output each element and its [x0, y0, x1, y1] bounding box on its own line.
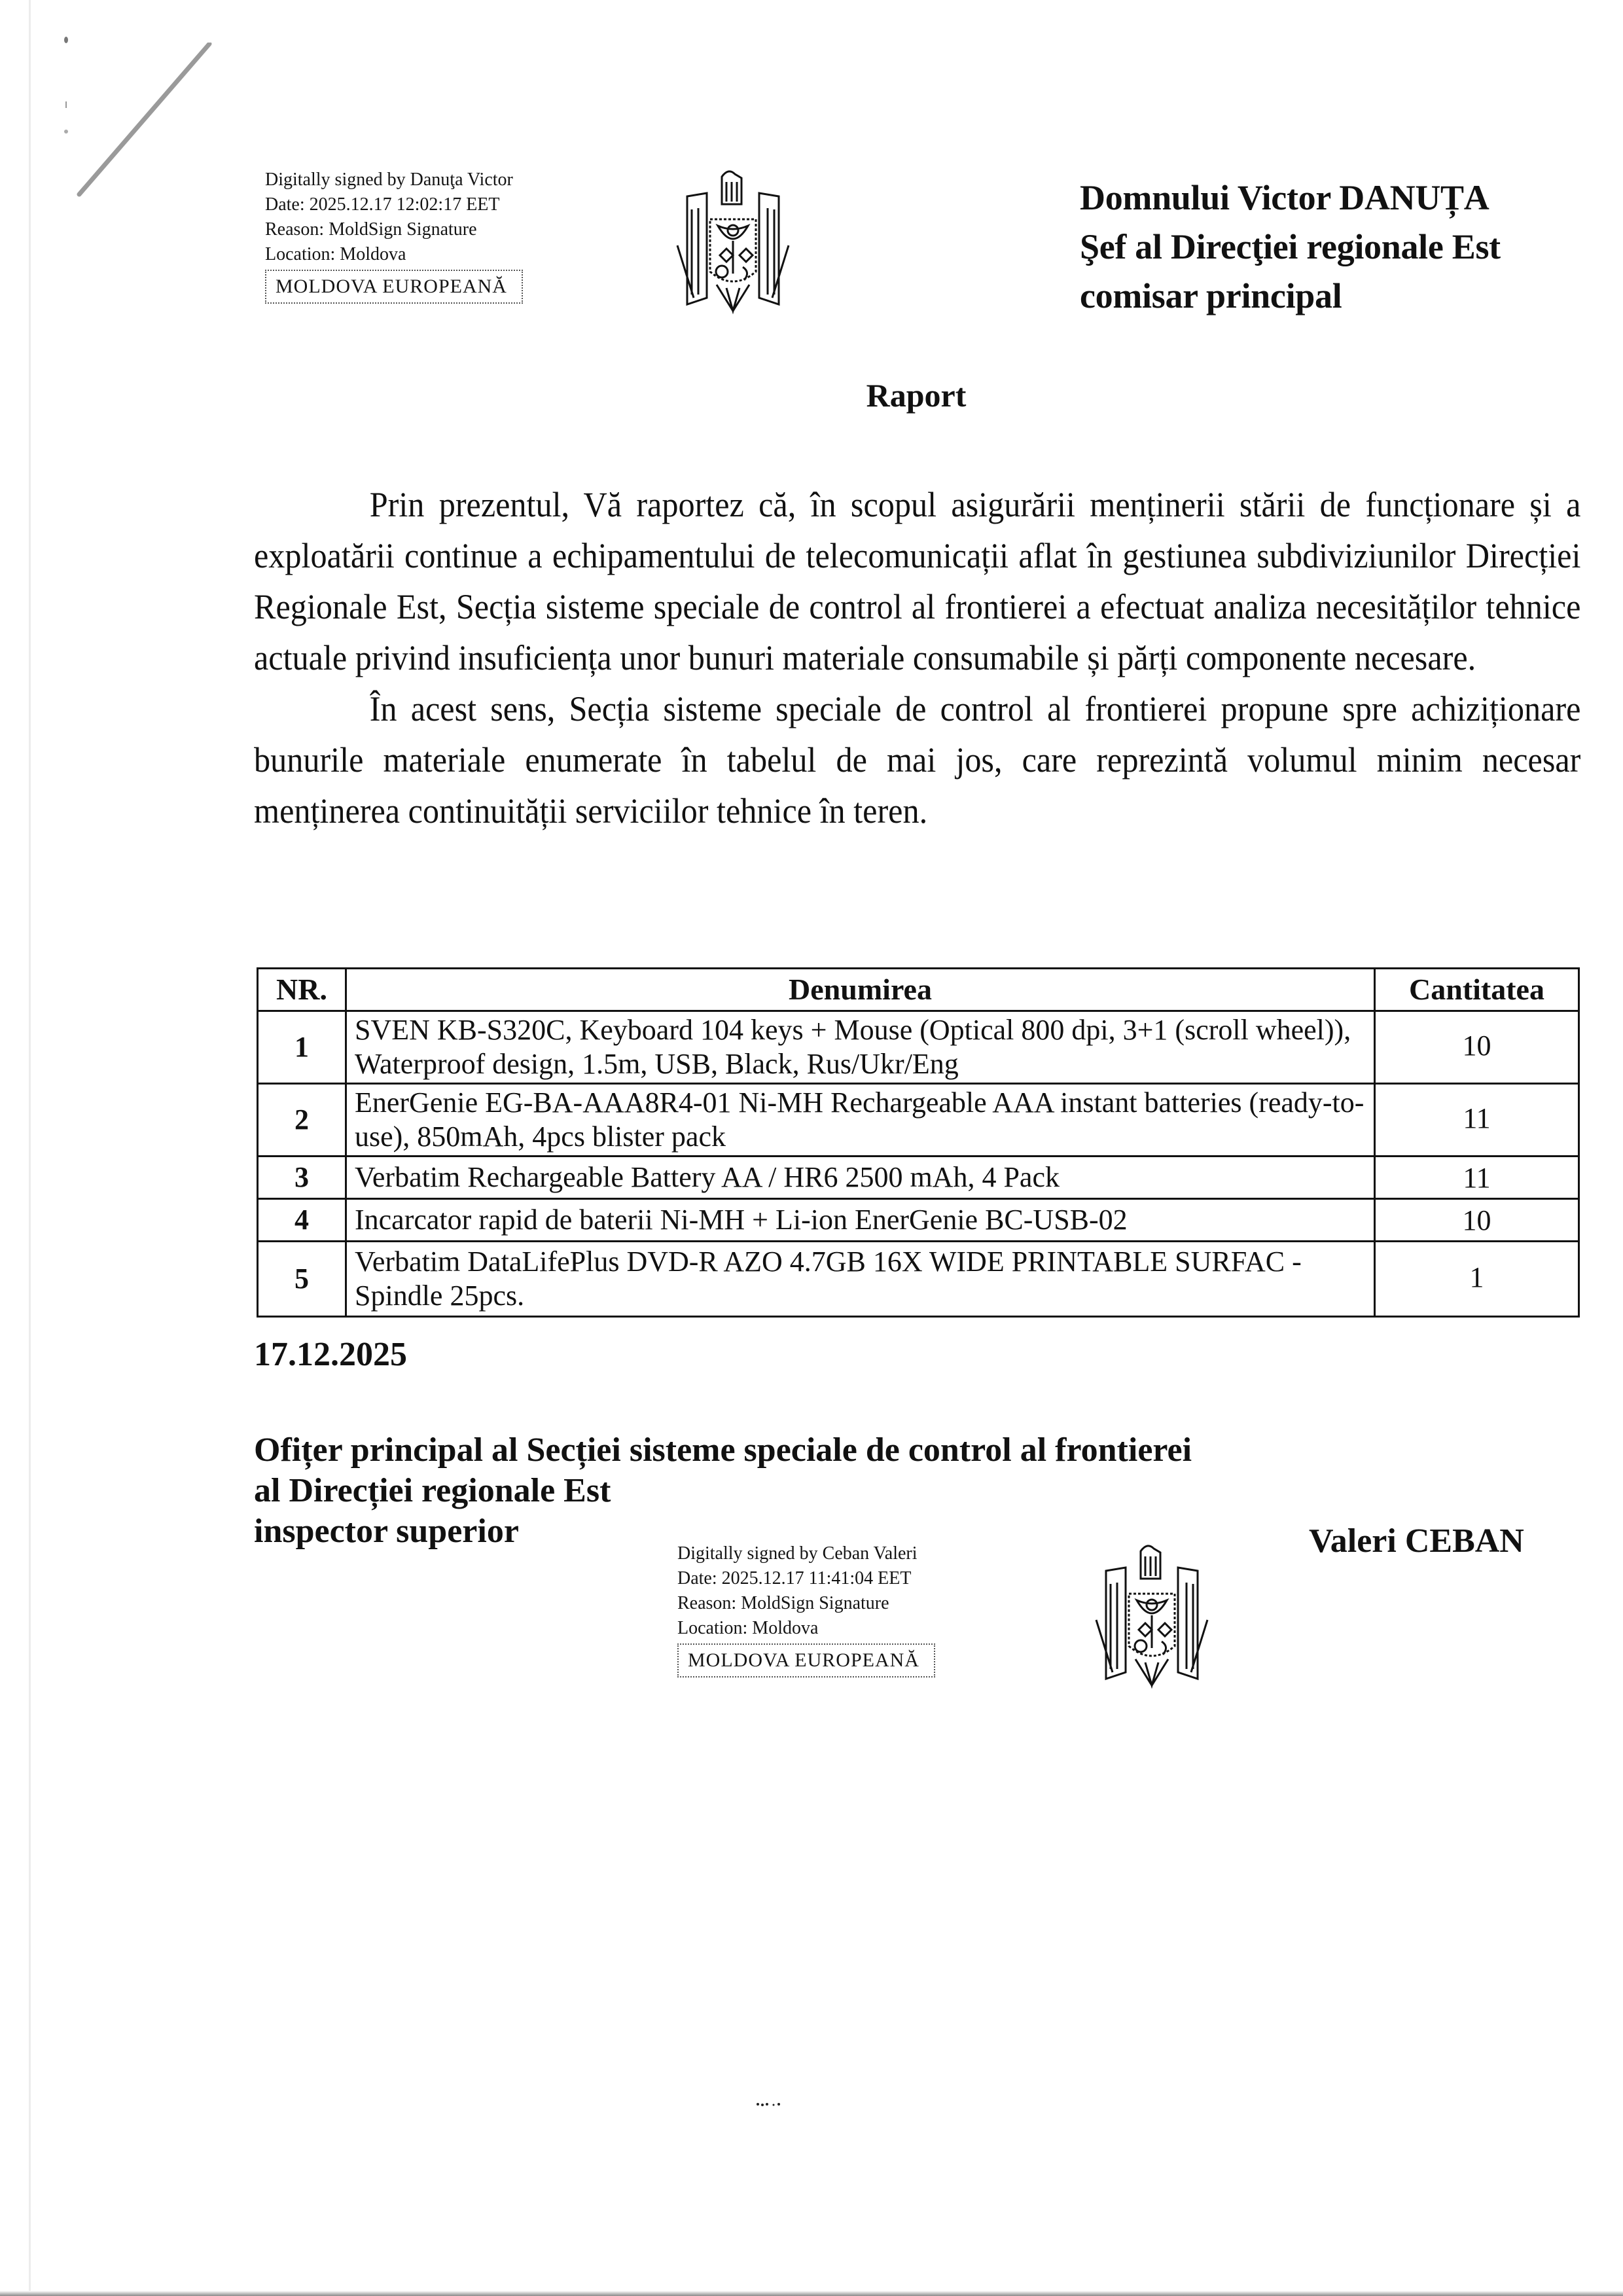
signature-date: Date: 2025.12.17 11:41:04 EET	[677, 1568, 912, 1588]
moldova-coat-of-arms-icon	[1083, 1532, 1221, 1689]
addressee-name: Domnului Victor DANUȚA	[1080, 178, 1489, 217]
moldova-coat-of-arms-icon	[664, 157, 802, 314]
signer-name: Valeri CEBAN	[1309, 1522, 1524, 1560]
row-name: Verbatim Rechargeable Battery AA / HR6 2500 mAh, 4 Pack	[346, 1157, 1375, 1199]
row-name: SVEN KB-S320C, Keyboard 104 keys + Mouse (Optical 800 dpi, 3+1 (scroll wheel)), Waterproof design, 1.5m, USB, Black, Rus/Ukr/Eng	[346, 1011, 1375, 1084]
header-name: Denumirea	[346, 969, 1375, 1011]
report-body	[254, 479, 1580, 836]
row-nr: 2	[258, 1084, 346, 1157]
table-row	[258, 1242, 1579, 1317]
row-qty: 10	[1375, 1199, 1579, 1242]
signature-location: Location: Moldova	[677, 1618, 819, 1638]
signer-rank: inspector superior	[254, 1513, 519, 1550]
signed-by: Digitally signed by Danuţa Victor	[265, 170, 513, 190]
row-nr: 4	[258, 1199, 346, 1242]
header-nr: NR.	[258, 969, 346, 1011]
signed-by: Digitally signed by Ceban Valeri	[677, 1543, 918, 1564]
digital-signature-top	[265, 168, 523, 304]
row-qty: 11	[1375, 1157, 1579, 1199]
row-qty: 10	[1375, 1011, 1579, 1084]
row-name: EnerGenie EG-BA-AAA8R4-01 Ni-MH Rechargeable AAA instant batteries (ready-to-use), 850mAh, 4pcs blister pack	[346, 1084, 1375, 1157]
row-qty: 11	[1375, 1084, 1579, 1157]
signer-department: al Direcției regionale Est	[254, 1472, 611, 1509]
signature-stamp: MOLDOVA EUROPEANĂ	[265, 270, 523, 304]
scan-specks-icon	[756, 2101, 782, 2108]
addressee-position: Şef al Direcţiei regionale Est	[1080, 227, 1501, 266]
report-date: 17.12.2025	[254, 1336, 407, 1373]
header-qty: Cantitatea	[1375, 969, 1579, 1011]
signature-location: Location: Moldova	[265, 244, 406, 264]
table-row	[258, 1011, 1579, 1084]
scan-specks-icon	[62, 36, 75, 141]
items-table	[257, 967, 1580, 1318]
paragraph-1: Prin prezentul, Vă raportez că, în scopul asigurării menținerii stării de funcționare și a exploatării continue a echipamentului de telecomunicații aflat în gestiunea subdiviziunilor Direcției Regionale Est, Secția sisteme speciale de control al frontierei a efectuat analiza necesităților tehnice actuale privind insuficiența unor bunuri materiale consumabile și părți componente necesare.	[254, 485, 1581, 677]
table-row	[258, 1157, 1579, 1199]
signer-block	[254, 1430, 1192, 1552]
row-qty: 1	[1375, 1242, 1579, 1317]
row-nr: 3	[258, 1157, 346, 1199]
signature-date: Date: 2025.12.17 12:02:17 EET	[265, 194, 500, 215]
table-header-row	[258, 969, 1579, 1011]
scan-edge	[29, 0, 31, 2296]
document-title-text: Raport	[866, 377, 967, 414]
signature-stamp: MOLDOVA EUROPEANĂ	[677, 1643, 935, 1677]
signer-position: Ofițer principal al Secției sisteme speciale de control al frontierei	[254, 1431, 1192, 1469]
row-name: Incarcator rapid de baterii Ni-MH + Li-ion EnerGenie BC-USB-02	[346, 1199, 1375, 1242]
pen-mark-icon	[75, 43, 219, 200]
row-nr: 1	[258, 1011, 346, 1084]
table-row	[258, 1084, 1579, 1157]
signature-reason: Reason: MoldSign Signature	[677, 1593, 889, 1613]
addressee-rank: comisar principal	[1080, 276, 1342, 315]
row-nr: 5	[258, 1242, 346, 1317]
row-name: Verbatim DataLifePlus DVD-R AZO 4.7GB 16X WIDE PRINTABLE SURFAC - Spindle 25pcs.	[346, 1242, 1375, 1317]
digital-signature-bottom	[677, 1541, 935, 1677]
scan-bottom-edge	[0, 2291, 1623, 2296]
table-row	[258, 1199, 1579, 1242]
document-title	[0, 376, 1623, 414]
paragraph-2: În acest sens, Secția sisteme speciale de control al frontierei propune spre achiziționare bunurile materiale enumerate în tabelul de mai jos, care reprezintă volumul minim necesar menținerea continuității serviciilor tehnice în teren.	[254, 689, 1581, 831]
addressee-block	[1080, 173, 1501, 321]
signature-reason: Reason: MoldSign Signature	[265, 219, 477, 240]
